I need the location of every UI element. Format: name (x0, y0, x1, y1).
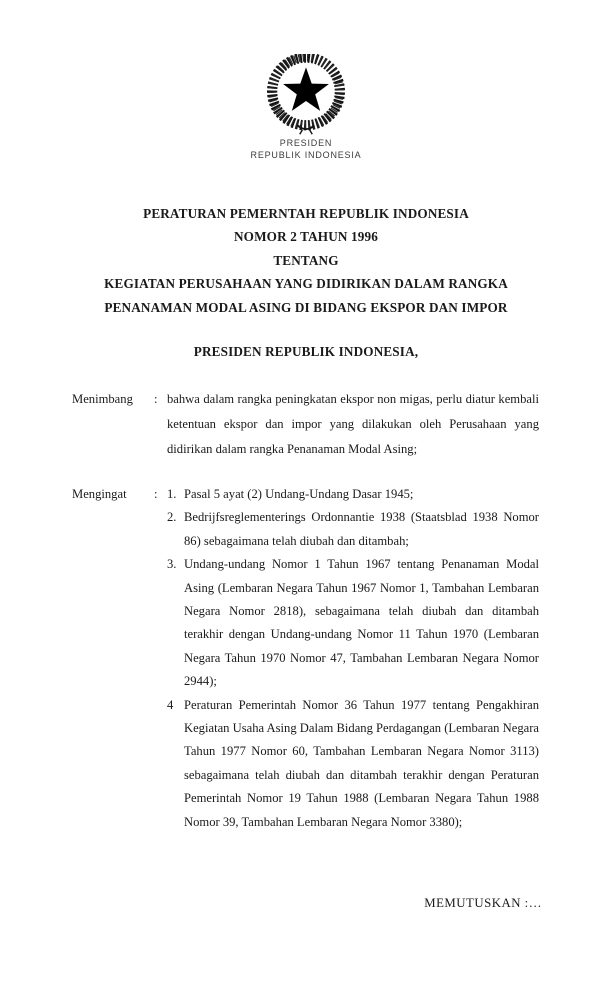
star-icon (283, 67, 329, 110)
legal-reference-list (167, 483, 539, 834)
emblem-label-republik-indonesia: REPUBLIK INDONESIA (250, 149, 362, 160)
section-colon: : (154, 487, 158, 501)
legal-reference-item (167, 694, 539, 834)
title-line-subject-1: KEGIATAN PERUSAHAAN YANG DIDIRIKAN DALAM RANGKA (104, 276, 508, 292)
presidential-emblem-icon (260, 54, 352, 136)
item-text: Pasal 5 ayat (2) Undang-Undang Dasar 1945; (184, 487, 414, 501)
document-title (0, 202, 612, 319)
item-number: 2. (167, 510, 177, 525)
item-text: Peraturan Pemerintah Nomor 36 Tahun 1977 tentang Pengakhiran Kegiatan Usaha Asing Dalam Bidang Perdagangan (Lembaran Negara Tahun 1977 Nomor 60, Tambahan Lembaran Negara Nomor 3113) sebagaimana telah diubah dan ditambah terakhir dengan Peraturan Pemerintah Nomor 19 Tahun 1988 (Lembaran Negara Tahun 1988 Nomor 39, Tambahan Lembaran Negara Nomor 3380); (184, 697, 539, 829)
emblem-label-presiden: PRESIDEN (279, 138, 333, 148)
legal-reference-item (167, 553, 539, 693)
menimbang-paragraph: bahwa dalam rangka peningkatan ekspor non migas, perlu diatur kembali ketentuan ekspor dan impor yang dilakukan oleh Perusahaan yang didirikan dalam rangka Penanaman Modal Asing; (167, 392, 539, 456)
memutuskan-continuation: MEMUTUSKAN :… (424, 896, 542, 910)
title-line-subject-2: PENANAMAN MODAL ASING DI BIDANG EKSPOR DAN IMPOR (104, 299, 508, 315)
section-label-menimbang: Menimbang (72, 392, 133, 406)
item-text: Undang-undang Nomor 1 Tahun 1967 tentang Penanaman Modal Asing (Lembaran Negara Tahun 1967 Nomor 1, Tambahan Lembaran Negara Nomor 2818), sebagaimana telah diubah dan ditambah terakhir dengan Undang-undang Nomor 11 Tahun 1970 (Lembaran Negara Tahun 1970 Nomor 47, Tambahan Lembaran Negara Nomor 2944); (184, 557, 539, 689)
title-line-regulation: PERATURAN PEMERNTAH REPUBLIK INDONESIA (143, 206, 469, 221)
section-label-mengingat: Mengingat (72, 487, 127, 501)
section-colon: : (154, 392, 158, 406)
legal-reference-item (167, 506, 539, 553)
section-mengingat (72, 483, 539, 834)
item-number: 1. (167, 487, 177, 501)
item-number: 4 (167, 697, 174, 712)
section-menimbang (72, 387, 539, 462)
salutation: PRESIDEN REPUBLIK INDONESIA, (193, 344, 419, 359)
legal-reference-item (167, 483, 539, 506)
title-line-number: NOMOR 2 TAHUN 1996 (234, 229, 378, 245)
item-text: Bedrijfsreglementerings Ordonnantie 1938 (Staatsblad 1938 Nomor 86) sebagaimana telah diubah dan ditambah; (184, 510, 539, 548)
item-number: 3. (167, 557, 177, 572)
title-line-tentang: TENTANG (273, 252, 339, 268)
